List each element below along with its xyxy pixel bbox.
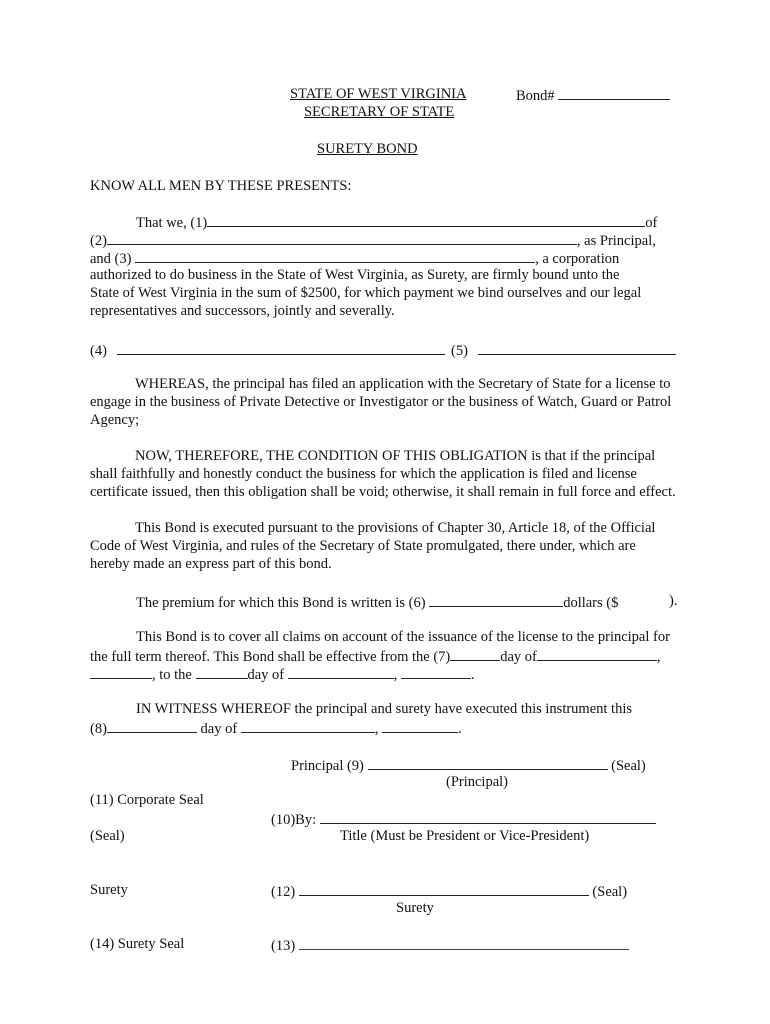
bond-number-field xyxy=(516,85,670,105)
field-13-label: (13) xyxy=(271,938,296,954)
field-8-label: (8) xyxy=(90,721,107,737)
principal-label: Principal (9) xyxy=(291,758,364,774)
field-5-line[interactable] xyxy=(478,340,676,355)
bond-number-label: Bond# xyxy=(516,88,555,104)
field-4-line[interactable] xyxy=(117,340,445,355)
field-13-row xyxy=(271,935,629,955)
whereas-line-1: WHEREAS, the principal has filed an application with the Secretary of State for a license to xyxy=(135,376,671,392)
seal-label: (Seal) xyxy=(90,828,125,844)
corporate-seal-label: (11) Corporate Seal xyxy=(90,792,204,808)
field-2-suffix: , as Principal, xyxy=(576,233,656,249)
obligors-body-line-1: authorized to do business in the State of West Virginia, as Surety, are firmly bound unto the xyxy=(90,267,620,283)
end-month-line[interactable] xyxy=(288,664,394,679)
field-4-label: (4) xyxy=(90,343,107,359)
witness-day-of: day of xyxy=(200,721,238,737)
field-3-line[interactable] xyxy=(135,248,535,263)
by-label: (10)By: xyxy=(271,812,317,828)
bond-number-line[interactable] xyxy=(558,85,670,100)
field-5-label: (5) xyxy=(451,343,468,359)
to-the-label: , to the xyxy=(152,667,192,683)
period: . xyxy=(471,667,475,683)
state-heading: STATE OF WEST VIRGINIA xyxy=(290,86,467,102)
field-12-row xyxy=(271,881,627,901)
field-8-month-line[interactable] xyxy=(241,718,375,733)
therefore-line-1: NOW, THEREFORE, THE CONDITION OF THIS OBLIGATION is that if the principal xyxy=(135,448,656,464)
field-1-line[interactable] xyxy=(207,212,645,227)
premium-dollars-label: dollars ($ xyxy=(563,595,619,611)
field-12-label: (12) xyxy=(271,884,296,900)
whereas-paragraph xyxy=(90,375,680,429)
therefore-line-2: shall faithfully and honestly conduct the business for which the application is filed and license xyxy=(90,466,637,482)
premium-close: ). xyxy=(669,593,678,609)
field-3-label: and (3) xyxy=(90,251,132,267)
obligors-body-line-3: representatives and successors, jointly and severally. xyxy=(90,303,395,319)
executed-line-1: This Bond is executed pursuant to the provisions of Chapter 30, Article 18, of the Official xyxy=(135,520,656,536)
surety-seal-label: (14) Surety Seal xyxy=(90,936,185,952)
office-heading: SECRETARY OF STATE xyxy=(304,104,455,120)
premium-label: The premium for which this Bond is written is (6) xyxy=(136,595,426,611)
field-7-day-line[interactable] xyxy=(450,646,500,661)
executed-line-2: Code of West Virginia, and rules of the Secretary of State promulgated, there under, which are xyxy=(90,538,636,554)
surety-caption: Surety xyxy=(396,900,434,916)
principal-signature-row xyxy=(291,755,646,775)
witness-line-2 xyxy=(90,718,462,738)
field-4-row xyxy=(90,340,445,360)
field-5-row xyxy=(451,340,676,360)
field-3-suffix: , a corporation xyxy=(535,251,620,267)
field-7-month-line[interactable] xyxy=(537,646,657,661)
principal-seal: (Seal) xyxy=(611,758,646,774)
by-signature-line[interactable] xyxy=(320,809,656,824)
executed-line-3: hereby made an express part of this bond. xyxy=(90,556,332,572)
comma-2: , xyxy=(393,667,398,683)
field-7-year-line[interactable] xyxy=(90,664,152,679)
field-12-seal: (Seal) xyxy=(592,884,628,900)
coverage-line-1: This Bond is to cover all claims on account of the issuance of the license to the principal for xyxy=(136,629,670,645)
field-2-label: (2) xyxy=(90,233,107,249)
document-title: SURETY BOND xyxy=(317,141,418,157)
obligors-body-line-2: State of West Virginia in the sum of $2500, for which payment we bind ourselves and our legal xyxy=(90,285,642,301)
comma: , xyxy=(656,649,661,665)
premium-row xyxy=(136,592,618,612)
therefore-paragraph xyxy=(90,447,680,501)
therefore-line-3: certificate issued, then this obligation shall be void; otherwise, it shall remain in full force and effect. xyxy=(90,484,676,500)
intro-text: KNOW ALL MEN BY THESE PRESENTS: xyxy=(90,178,352,194)
principal-caption: (Principal) xyxy=(446,774,509,790)
end-year-line[interactable] xyxy=(401,664,471,679)
field-12-line[interactable] xyxy=(299,881,589,896)
by-signature-row xyxy=(271,809,656,829)
coverage-line-3 xyxy=(90,664,475,684)
witness-period: . xyxy=(458,721,462,737)
premium-words-line[interactable] xyxy=(429,592,563,607)
surety-label: Surety xyxy=(90,882,128,898)
end-day-line[interactable] xyxy=(196,664,248,679)
field-2-line[interactable] xyxy=(107,230,577,245)
coverage-line-2 xyxy=(90,646,661,666)
field-1-label: That we, (1) xyxy=(136,215,208,231)
field-1-suffix: of xyxy=(645,215,658,231)
whereas-line-3: Agency; xyxy=(90,412,140,428)
field-8-year-line[interactable] xyxy=(382,718,458,733)
witness-comma: , xyxy=(374,721,379,737)
field-13-line[interactable] xyxy=(299,935,629,950)
executed-paragraph xyxy=(90,519,680,573)
title-caption: Title (Must be President or Vice-President) xyxy=(340,828,590,844)
field-2-row xyxy=(90,230,656,250)
day-of-label-2: day of xyxy=(247,667,285,683)
obligors-body xyxy=(90,266,680,320)
witness-line-1: IN WITNESS WHEREOF the principal and surety have executed this instrument this xyxy=(136,701,632,717)
whereas-line-2: engage in the business of Private Detective or Investigator or the business of Watch, Guard or Patrol xyxy=(90,394,672,410)
principal-signature-line[interactable] xyxy=(368,755,608,770)
field-3-row xyxy=(90,248,619,268)
field-7-label: the full term thereof. This Bond shall be effective from the (7) xyxy=(90,649,451,665)
field-1-row xyxy=(136,212,657,232)
day-of-label: day of xyxy=(500,649,537,665)
field-8-day-line[interactable] xyxy=(107,718,197,733)
